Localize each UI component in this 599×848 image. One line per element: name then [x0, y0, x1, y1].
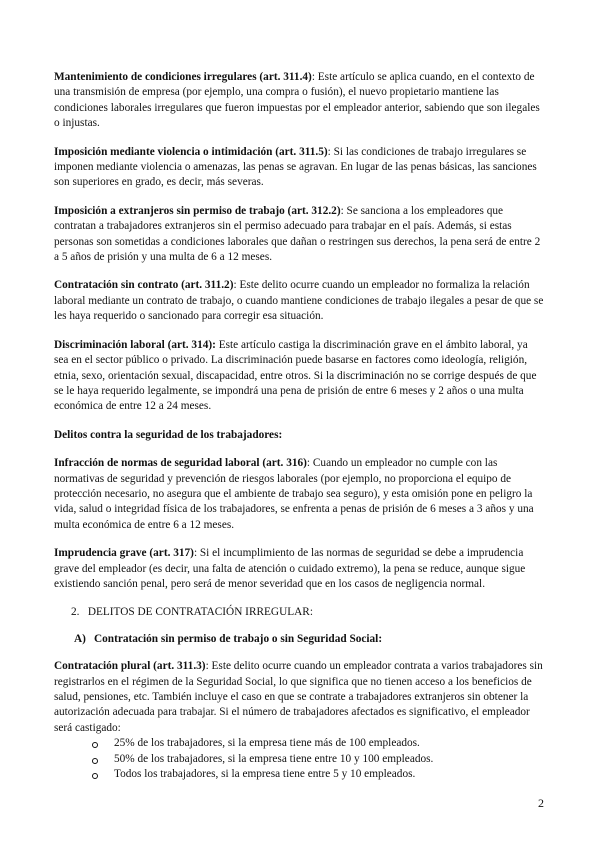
paragraph-art-317 — [54, 546, 544, 592]
paragraph-art-311-2 — [54, 278, 544, 324]
subsection-letter: A) — [74, 632, 86, 645]
paragraph-art-311-3 — [54, 659, 544, 736]
bullet-icon — [92, 773, 98, 779]
paragraph-body: : Se sanciona a los empleadores que contratan a trabajadores extranjeros sin el permiso adecuado para trabajar en el país. Además, si estas personas son sometidas a condiciones laborales que dañan o restringen sus derechos, la pena será de entre 2 a 5 años de prisión y una multa de 6 a 12 meses. — [54, 204, 541, 264]
section-heading-2 — [54, 605, 544, 620]
section-label: DELITOS DE CONTRATACIÓN IRREGULAR: — [87, 606, 313, 619]
paragraph-body: : Si el incumplimiento de las normas de seguridad se debe a imprudencia grave del empleador (es decir, una falta de atención o cuidado extremo), la pena se reduce, aunque sigue existiendo sanción penal, pero será de menor severidad que en los casos de negligencia normal. — [54, 547, 526, 590]
subsection-heading-a — [54, 632, 544, 647]
list-item — [92, 736, 544, 751]
page-number: 2 — [538, 796, 544, 810]
paragraph-body: : Este artículo se aplica cuando, en el contexto de una transmisión de empresa (por ejemplo, una compra o fusión), el nuevo propietario mantiene las condiciones laborales irregulares que fueron impuestas por el empleador anterior, sabiendo que son ilegales o injustas. — [54, 71, 540, 130]
paragraph-title: Mantenimiento de condiciones irregulares (art. 311.4) — [54, 71, 312, 83]
paragraph-body: : Cuando un empleador no cumple con las normativas de seguridad y prevención de riesgos laborales (por ejemplo, no proporciona el equipo de protección necesario, no asegura que el ambiente de trabajo sea seguro), y esta omisión pone en peligro la vida, salud o integridad física de los trabajadores, se enfrenta a penas de prisión de 6 meses a 3 años y una multa económica de entre 6 a 12 meses. — [54, 457, 534, 531]
paragraph-art-311-5 — [54, 145, 544, 191]
list-item-text: 50% de los trabajadores, si la empresa tiene entre 10 y 100 empleados. — [114, 752, 434, 765]
paragraph-body: : Este delito ocurre cuando un empleador no formaliza la relación laboral mediante un contrato de trabajo, o cuando mantiene condiciones de trabajo ilegales a pesar de que se les haya requerido o sancionado para corregir esa situación. — [54, 279, 544, 323]
paragraph-title: Imposición a extranjeros sin permiso de trabajo (art. 312.2) — [54, 204, 341, 217]
list-item — [92, 752, 544, 767]
paragraph-art-316 — [54, 456, 544, 533]
paragraph-art-311-4 — [54, 70, 544, 132]
paragraph-title: Contratación plural (art. 311.3) — [54, 660, 206, 673]
section-number: 2. — [71, 606, 80, 619]
bullet-icon — [92, 758, 98, 764]
paragraph-title: Contratación sin contrato (art. 311.2) — [54, 279, 234, 292]
paragraph-body: : Si las condiciones de trabajo irregulares se imponen mediante violencia o amenazas, las penas se agravan. En lugar de las penas básicas, las sanciones son superiores en grado, es decir, más severas. — [54, 145, 537, 189]
paragraph-title: Discriminación laboral (art. 314): — [54, 338, 216, 351]
list-item-text: Todos los trabajadores, si la empresa tiene entre 5 y 10 empleados. — [114, 768, 416, 781]
paragraph-art-314 — [54, 338, 544, 415]
paragraph-title: Infracción de normas de seguridad laboral (art. 316) — [54, 457, 307, 470]
paragraph-body: Este artículo castiga la discriminación grave en el ámbito laboral, ya sea en el sector público o privado. La discriminación puede basarse en factores como ideología, religión, etnia, sexo, orientación sexual, discapacidad, entre otros. Si la discriminación no se corrige después de que se le haya requerido legalmente, se impondrá una pena de prisión de entre 6 meses y 2 años o una multa económica de entre 12 a 24 meses. — [54, 338, 537, 413]
subsection-label: Contratación sin permiso de trabajo o sin Seguridad Social: — [94, 632, 383, 645]
paragraph-body: : Este delito ocurre cuando un empleador contrata a varios trabajadores sin registrarlos en el régimen de la Seguridad Social, lo que significa que no tienen acceso a los beneficios de salud, pensiones, etc. También incluye el caso en que se contrate a trabajadores extranjeros sin obtener la autorización adecuada para trabajar. Si el número de trabajadores afectados es significativo, el empleador será castigado: — [54, 660, 543, 734]
document-page — [54, 70, 544, 782]
penalty-bullet-list — [54, 736, 544, 782]
paragraph-title: Imposición mediante violencia o intimidación (art. 311.5) — [54, 145, 328, 158]
bullet-icon — [92, 742, 98, 748]
list-item-text: 25% de los trabajadores, si la empresa tiene más de 100 empleados. — [114, 737, 420, 750]
paragraph-art-312-2 — [54, 204, 544, 266]
list-item — [92, 767, 544, 782]
paragraph-title: Imprudencia grave (art. 317) — [54, 547, 194, 560]
heading-worker-safety: Delitos contra la seguridad de los trabajadores: — [54, 428, 283, 441]
